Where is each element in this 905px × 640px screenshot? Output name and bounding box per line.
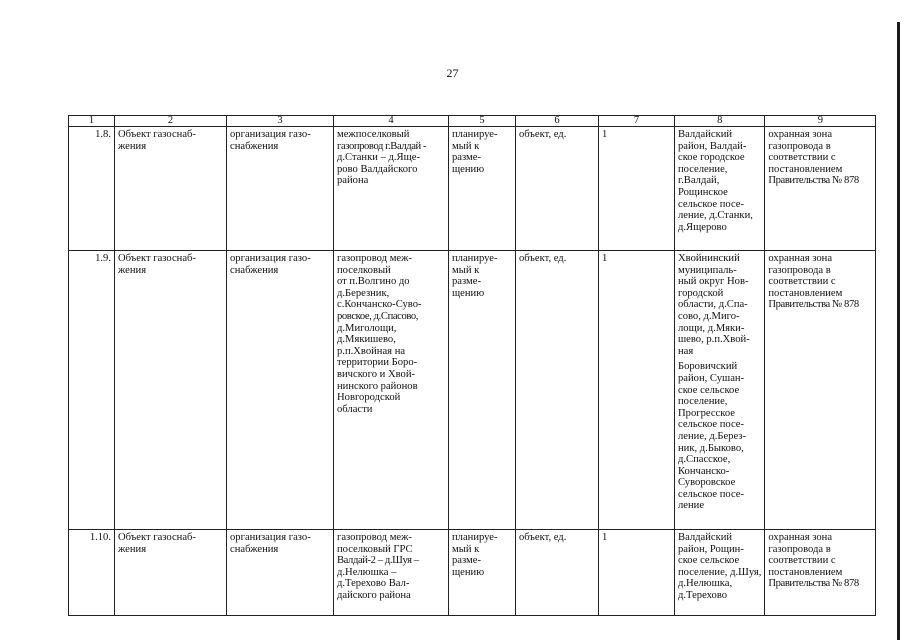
- cell-text: охранная зона: [768, 532, 833, 543]
- cell-object: [115, 127, 227, 251]
- cell-text: поселковый ГРС: [337, 543, 413, 555]
- cell-text: ная: [678, 345, 694, 357]
- cell-text: д.Березник,: [337, 287, 390, 299]
- table-row: [69, 127, 876, 251]
- cell-text: район, Рощин-: [678, 543, 744, 555]
- header-row: [69, 116, 876, 127]
- cell-object: [115, 251, 227, 530]
- cell-text: планируе-: [452, 129, 498, 140]
- cell-text: газопровод меж-: [337, 253, 412, 264]
- cell-text: район, Сушан-: [678, 372, 745, 384]
- cell-text: мый к: [452, 543, 480, 555]
- cell-text: ление, д.Станки,: [678, 210, 753, 222]
- cell-text: ское сельское: [678, 555, 740, 567]
- cell-number: 1.8.: [69, 127, 115, 251]
- header-col-2: 2: [115, 116, 227, 127]
- cell-purpose: [227, 251, 334, 530]
- cell-text: поселение,: [678, 163, 728, 175]
- header-col-4: 4: [334, 116, 449, 127]
- cell-text: Валдай-2 – д.Шуя –: [337, 555, 419, 567]
- cell-text: снабжения: [230, 264, 279, 276]
- cell-text: шево, р.п.Хвой-: [678, 334, 750, 346]
- cell-status: [449, 251, 516, 530]
- cell-text: д.Спасское,: [678, 454, 731, 466]
- cell-text: объект, ед.: [519, 253, 567, 264]
- cell-text: постановлением: [768, 566, 843, 578]
- cell-zone: [765, 127, 876, 251]
- cell-text: соответствии с: [768, 555, 836, 567]
- cell-name: [334, 251, 449, 530]
- cell-name: [334, 530, 449, 616]
- cell-text: дайского района: [337, 589, 411, 601]
- cell-text: Кончанско-: [678, 465, 730, 477]
- cell-text: сельское посе-: [678, 488, 745, 500]
- cell-text: поселение,: [678, 396, 728, 408]
- cell-text: 1: [602, 129, 608, 140]
- cell-text: планируе-: [452, 253, 498, 264]
- table-row: [69, 251, 876, 530]
- cell-text: Прогресское: [678, 407, 735, 419]
- cell-text: снабжения: [230, 140, 279, 152]
- cell-text: жения: [118, 140, 147, 152]
- cell-count: [599, 127, 675, 251]
- cell-text: Хвойнинский: [678, 253, 740, 264]
- cell-text: д.Терехово: [678, 589, 728, 601]
- cell-unit: [516, 530, 599, 616]
- cell-text: ление, д.Берез-: [678, 430, 746, 442]
- cell-text: поселение, д.Шуя,: [678, 566, 762, 578]
- cell-text: район, Валдай-: [678, 140, 747, 152]
- cell-text: газопровода в: [768, 140, 831, 152]
- page-number: 27: [446, 66, 459, 80]
- cell-text: объект, ед.: [519, 532, 567, 543]
- cell-text: жения: [118, 543, 147, 555]
- cell-text: разме-: [452, 276, 481, 288]
- cell-text: р.п.Хвойная на: [337, 345, 406, 357]
- cell-text: д.Терехово Вал-: [337, 578, 410, 590]
- cell-purpose: [227, 530, 334, 616]
- cell-text: сельское посе-: [678, 198, 745, 210]
- cell-name: [334, 127, 449, 251]
- cell-text: сово, д.Миго-: [678, 310, 740, 322]
- cell-text: территории Боро-: [337, 357, 418, 369]
- cell-text: ный округ Нов-: [678, 276, 749, 288]
- cell-text: д.Нелюшка –: [337, 566, 397, 578]
- cell-text: жения: [118, 264, 147, 276]
- cell-text: с.Кончанско-Суво-: [337, 299, 422, 311]
- cell-text: д.Мякишево,: [337, 334, 396, 346]
- cell-text: снабжения: [230, 543, 279, 555]
- header-col-1: 1: [69, 116, 115, 127]
- cell-unit: [516, 127, 599, 251]
- cell-text: нинского районов: [337, 380, 418, 392]
- cell-object: [115, 530, 227, 616]
- cell-text: ление: [678, 500, 705, 512]
- cell-text: поселковый: [337, 264, 391, 276]
- cell-unit: [516, 251, 599, 530]
- cell-text: д.Нелюшка,: [678, 578, 733, 590]
- cell-text: Суворовское: [678, 477, 736, 489]
- cell-text: планируе-: [452, 532, 498, 543]
- cell-text: соответствии с: [768, 276, 836, 288]
- page-edge-line: [897, 22, 900, 640]
- cell-text: Правительства № 878: [768, 299, 859, 311]
- cell-location: [675, 127, 765, 251]
- cell-text: охранная зона: [768, 129, 833, 140]
- cell-text: г.Валдай,: [678, 175, 720, 187]
- cell-text: городской: [678, 287, 724, 299]
- header-col-6: 6: [516, 116, 599, 127]
- cell-text: постановлением: [768, 163, 843, 175]
- table-body: [69, 127, 876, 616]
- cell-text: ское городское: [678, 152, 745, 164]
- cell-text: сельское посе-: [678, 419, 745, 431]
- cell-text: рово Валдайского: [337, 163, 418, 175]
- header-col-5: 5: [449, 116, 516, 127]
- cell-text: лощи, д.Мяки-: [678, 322, 745, 334]
- cell-text: вичского и Хвой-: [337, 368, 416, 380]
- cell-text: Валдайский: [678, 532, 733, 543]
- cell-location: [675, 251, 765, 530]
- header-col-9: 9: [765, 116, 876, 127]
- cell-text: Боровичский: [678, 361, 738, 373]
- cell-text: д.Ящерово: [678, 221, 727, 233]
- cell-text: соответствии с: [768, 152, 836, 164]
- cell-text: постановлением: [768, 287, 843, 299]
- cell-text: 1: [602, 253, 608, 264]
- planning-table: [68, 115, 876, 616]
- cell-text: мый к: [452, 264, 480, 276]
- cell-text: межпоселковый: [337, 129, 410, 140]
- header-col-8: 8: [675, 116, 765, 127]
- cell-text: Рощинское: [678, 186, 728, 198]
- header-col-3: 3: [227, 116, 334, 127]
- cell-text: газопровод г.Валдай -: [337, 140, 427, 152]
- cell-text: организация газо-: [230, 253, 311, 264]
- cell-location: [675, 530, 765, 616]
- cell-text: 1: [602, 532, 608, 543]
- cell-text: Правительства № 878: [768, 175, 859, 187]
- cell-status: [449, 127, 516, 251]
- cell-text: разме-: [452, 555, 481, 567]
- cell-text: организация газо-: [230, 532, 311, 543]
- cell-text: Объект газоснаб-: [118, 129, 196, 140]
- cell-text: ровское, д.Спасово,: [337, 310, 419, 322]
- cell-text: района: [337, 175, 369, 187]
- cell-text: щению: [452, 566, 485, 578]
- cell-zone: [765, 251, 876, 530]
- cell-count: [599, 530, 675, 616]
- cell-text: объект, ед.: [519, 129, 567, 140]
- cell-text: области: [337, 403, 373, 415]
- cell-text: Объект газоснаб-: [118, 253, 196, 264]
- cell-text: муниципаль-: [678, 264, 737, 276]
- cell-text: газопровод меж-: [337, 532, 412, 543]
- cell-text: щению: [452, 287, 485, 299]
- cell-text: щению: [452, 163, 485, 175]
- cell-text: мый к: [452, 140, 480, 152]
- cell-text: Валдайский: [678, 129, 733, 140]
- cell-zone: [765, 530, 876, 616]
- cell-number: 1.9.: [69, 251, 115, 530]
- header-col-7: 7: [599, 116, 675, 127]
- cell-text: Правительства № 878: [768, 578, 859, 590]
- cell-status: [449, 530, 516, 616]
- cell-text: газопровода в: [768, 543, 831, 555]
- cell-text: газопровода в: [768, 264, 831, 276]
- cell-text: д.Станки – д.Яще-: [337, 152, 420, 164]
- cell-text: охранная зона: [768, 253, 833, 264]
- cell-count: [599, 251, 675, 530]
- cell-text: от п.Волгино до: [337, 276, 410, 288]
- cell-text: ское сельское: [678, 384, 740, 396]
- cell-text: ник, д.Быково,: [678, 442, 744, 454]
- cell-number: 1.10.: [69, 530, 115, 616]
- cell-text: Новгородской: [337, 392, 401, 404]
- cell-text: д.Миголощи,: [337, 322, 397, 334]
- cell-text: области, д.Спа-: [678, 299, 748, 311]
- cell-text: организация газо-: [230, 129, 311, 140]
- cell-text: Объект газоснаб-: [118, 532, 196, 543]
- table-row: [69, 530, 876, 616]
- cell-text: разме-: [452, 152, 481, 164]
- cell-purpose: [227, 127, 334, 251]
